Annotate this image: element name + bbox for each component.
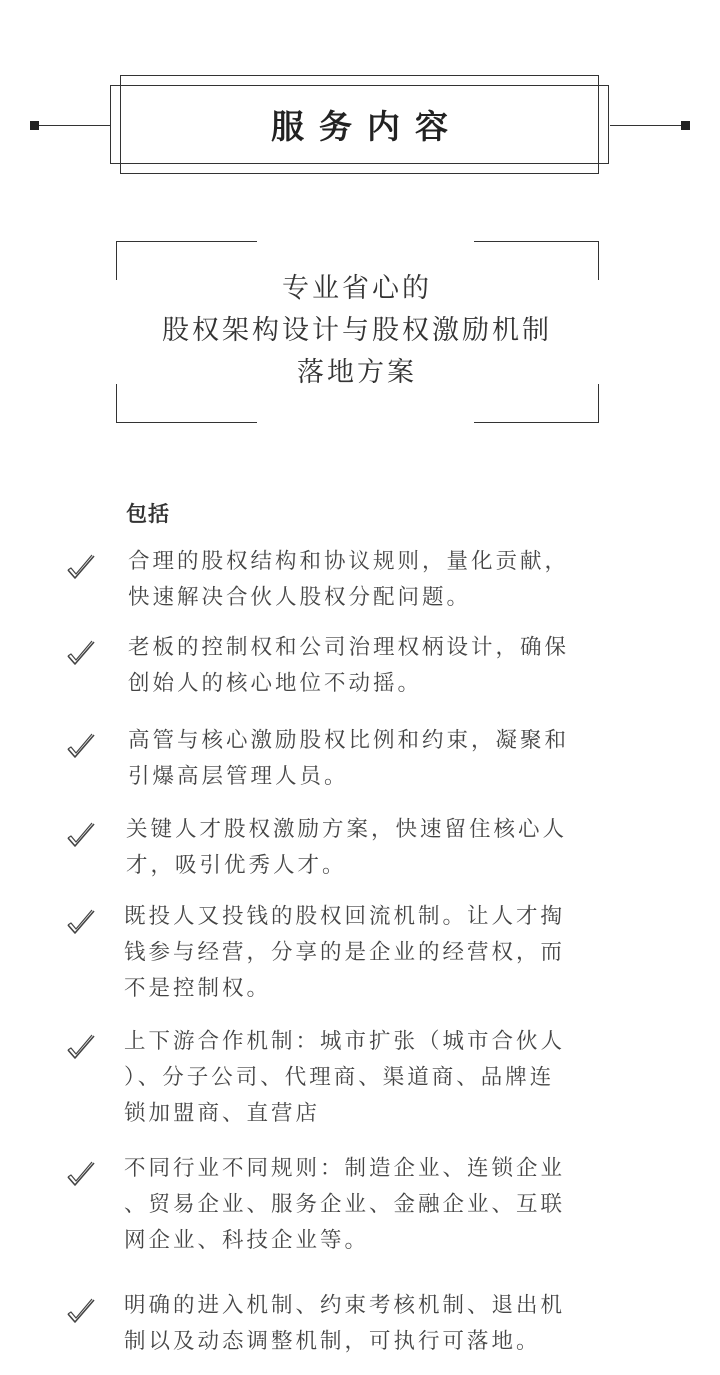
section-title: 包括 [126,502,170,526]
header-left-dot [30,121,39,130]
list-item-line: 关键人才股权激励方案，快速留住核心人 [126,817,568,842]
list-item-text [124,1151,600,1259]
list-item-text [124,1024,600,1132]
checkmark-icon [66,1034,96,1060]
list-item-line: 老板的控制权和公司治理权柄设计，确保 [128,635,570,660]
checkmark-icon [66,1298,96,1324]
checkmark-icon [66,909,96,935]
list-item-text [128,630,604,702]
list-item-line: 引爆高层管理人员。 [128,764,349,789]
list-item-line: 、贸易企业、服务企业、金融企业、互联 [124,1192,566,1217]
list-item-line: 不同行业不同规则：制造企业、连锁企业 [124,1156,566,1181]
intro-line: 落地方案 [297,357,417,388]
checkmark-icon [66,640,96,666]
list-item-text [124,1288,600,1360]
checkmark-icon [66,1161,96,1187]
list-item-line: 制以及动态调整机制，可执行可落地。 [124,1329,541,1354]
header-right-dot [681,121,690,130]
intro-text [116,268,598,394]
list-item-line: 钱参与经营，分享的是企业的经营权，而 [124,940,566,965]
list-item-line: 网企业、科技企业等。 [124,1228,370,1253]
header-left-line [38,125,110,126]
list-item-text [128,544,604,616]
list-item-line: 创始人的核心地位不动摇。 [128,671,423,696]
checkmark-icon [66,554,96,580]
list-item-line: 才，吸引优秀人才。 [126,853,347,878]
intro-line: 专业省心的 [282,273,432,304]
list-item-line: ）、分子公司、代理商、渠道商、品牌连 [124,1065,555,1090]
list-item-line: 上下游合作机制：城市扩张（城市合伙人 [124,1029,566,1054]
page-title: 服务内容 [271,107,463,146]
list-item-text [124,899,600,1007]
header-right-line [610,125,682,126]
checkmark-icon [66,822,96,848]
list-item-line: 锁加盟商、直营店 [124,1101,321,1126]
list-item-line: 明确的进入机制、约束考核机制、退出机 [124,1293,566,1318]
intro-line: 股权架构设计与股权激励机制 [162,315,552,346]
list-item-line: 不是控制权。 [124,976,272,1001]
list-item-text [126,812,602,884]
list-item-line: 快速解决合伙人股权分配问题。 [128,585,472,610]
list-item-text [128,723,604,795]
checkmark-icon [66,733,96,759]
list-item-line: 高管与核心激励股权比例和约束，凝聚和 [128,728,570,753]
list-item-line: 合理的股权结构和协议规则，量化贡献， [128,549,570,574]
list-item-line: 既投人又投钱的股权回流机制。让人才掏 [124,904,566,929]
